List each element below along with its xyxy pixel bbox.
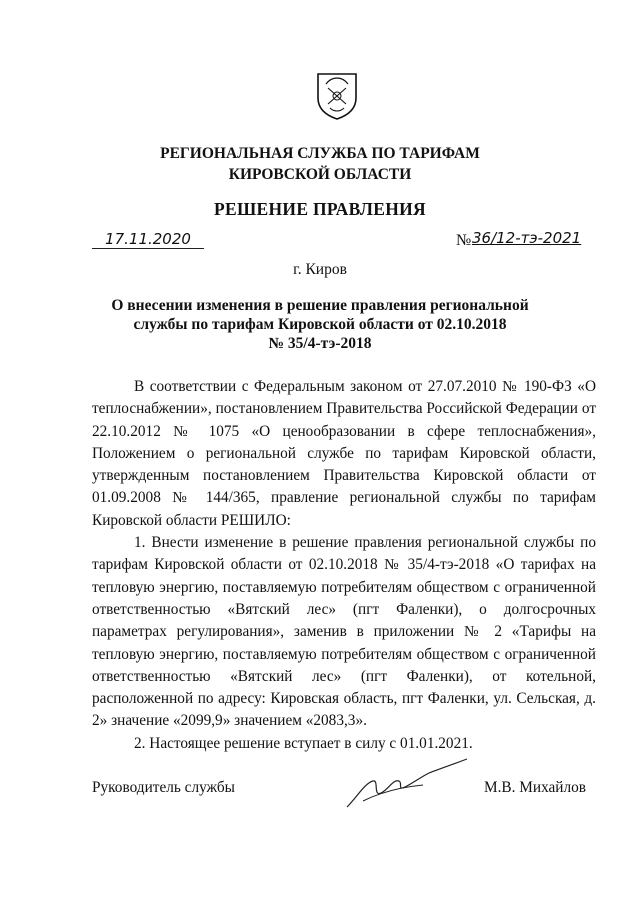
item-2-paragraph: 2. Настоящее решение вступает в силу с 01.01.2021. <box>134 734 473 752</box>
subject-line-2: службы по тарифам Кировской области от 02.10.2018 <box>133 316 507 333</box>
org-line-2: КИРОВСКОЙ ОБЛАСТИ <box>228 166 412 183</box>
city: г. Киров <box>293 261 347 278</box>
signatory-name: М.В. Михайлов <box>484 779 586 796</box>
signatory-position: Руководитель службы <box>92 779 235 796</box>
org-line-1: РЕГИОНАЛЬНАЯ СЛУЖБА ПО ТАРИФАМ <box>160 145 480 162</box>
subject-line-1: О внесении изменения в решение правления региональной <box>111 297 529 314</box>
subject-line-3: № 35/4-тэ-2018 <box>268 335 372 352</box>
organization-name <box>0 143 640 185</box>
item-1-paragraph: 1. Внести изменение в решение правления региональной службы по тарифам Кировской области от 02.10.2018 № 35/4-тэ-2018 «О тарифах на тепловую энергию, поставляемую потребителям обществом с ограниченной ответственностью «Вятский лес» (пгт Фаленки), о долгосрочных параметрах регулирования», заменив в приложении № 2 «Тарифы на тепловую энергию, поставляемую потребителям обществом с ограниченной ответственностью «Вятский лес» (пгт Фаленки), от котельной, расположенной по адресу: Кировская область, пгт Фаленки, ул. Сельская, д. 2» значение «2099,9» значением «2083,3». <box>92 534 596 730</box>
decision-body <box>92 376 596 755</box>
decision-title: РЕШЕНИЕ ПРАВЛЕНИЯ <box>214 199 426 219</box>
coat-of-arms-icon <box>316 70 358 120</box>
decision-date: 17.11.2020 <box>92 230 204 249</box>
decision-subject <box>0 296 640 353</box>
decision-number: 36/12-тэ-2021 <box>472 229 582 247</box>
preamble-paragraph: В соответствии с Федеральным законом от 27.07.2010 № 190-ФЗ «О теплоснабжении», постановлением Правительства Российской Федерации от 22.10.2012 № 1075 «О ценообразовании в сфере теплоснабжения», Положением о региональной службе по тарифам Кировской области, утвержденным постановлением Правительства Кировской области от 01.09.2008 № 144/365, правление региональной службы по тарифам Кировской области РЕШИЛО: <box>92 378 596 529</box>
handwritten-signature <box>343 757 471 811</box>
number-label: № <box>456 232 472 249</box>
